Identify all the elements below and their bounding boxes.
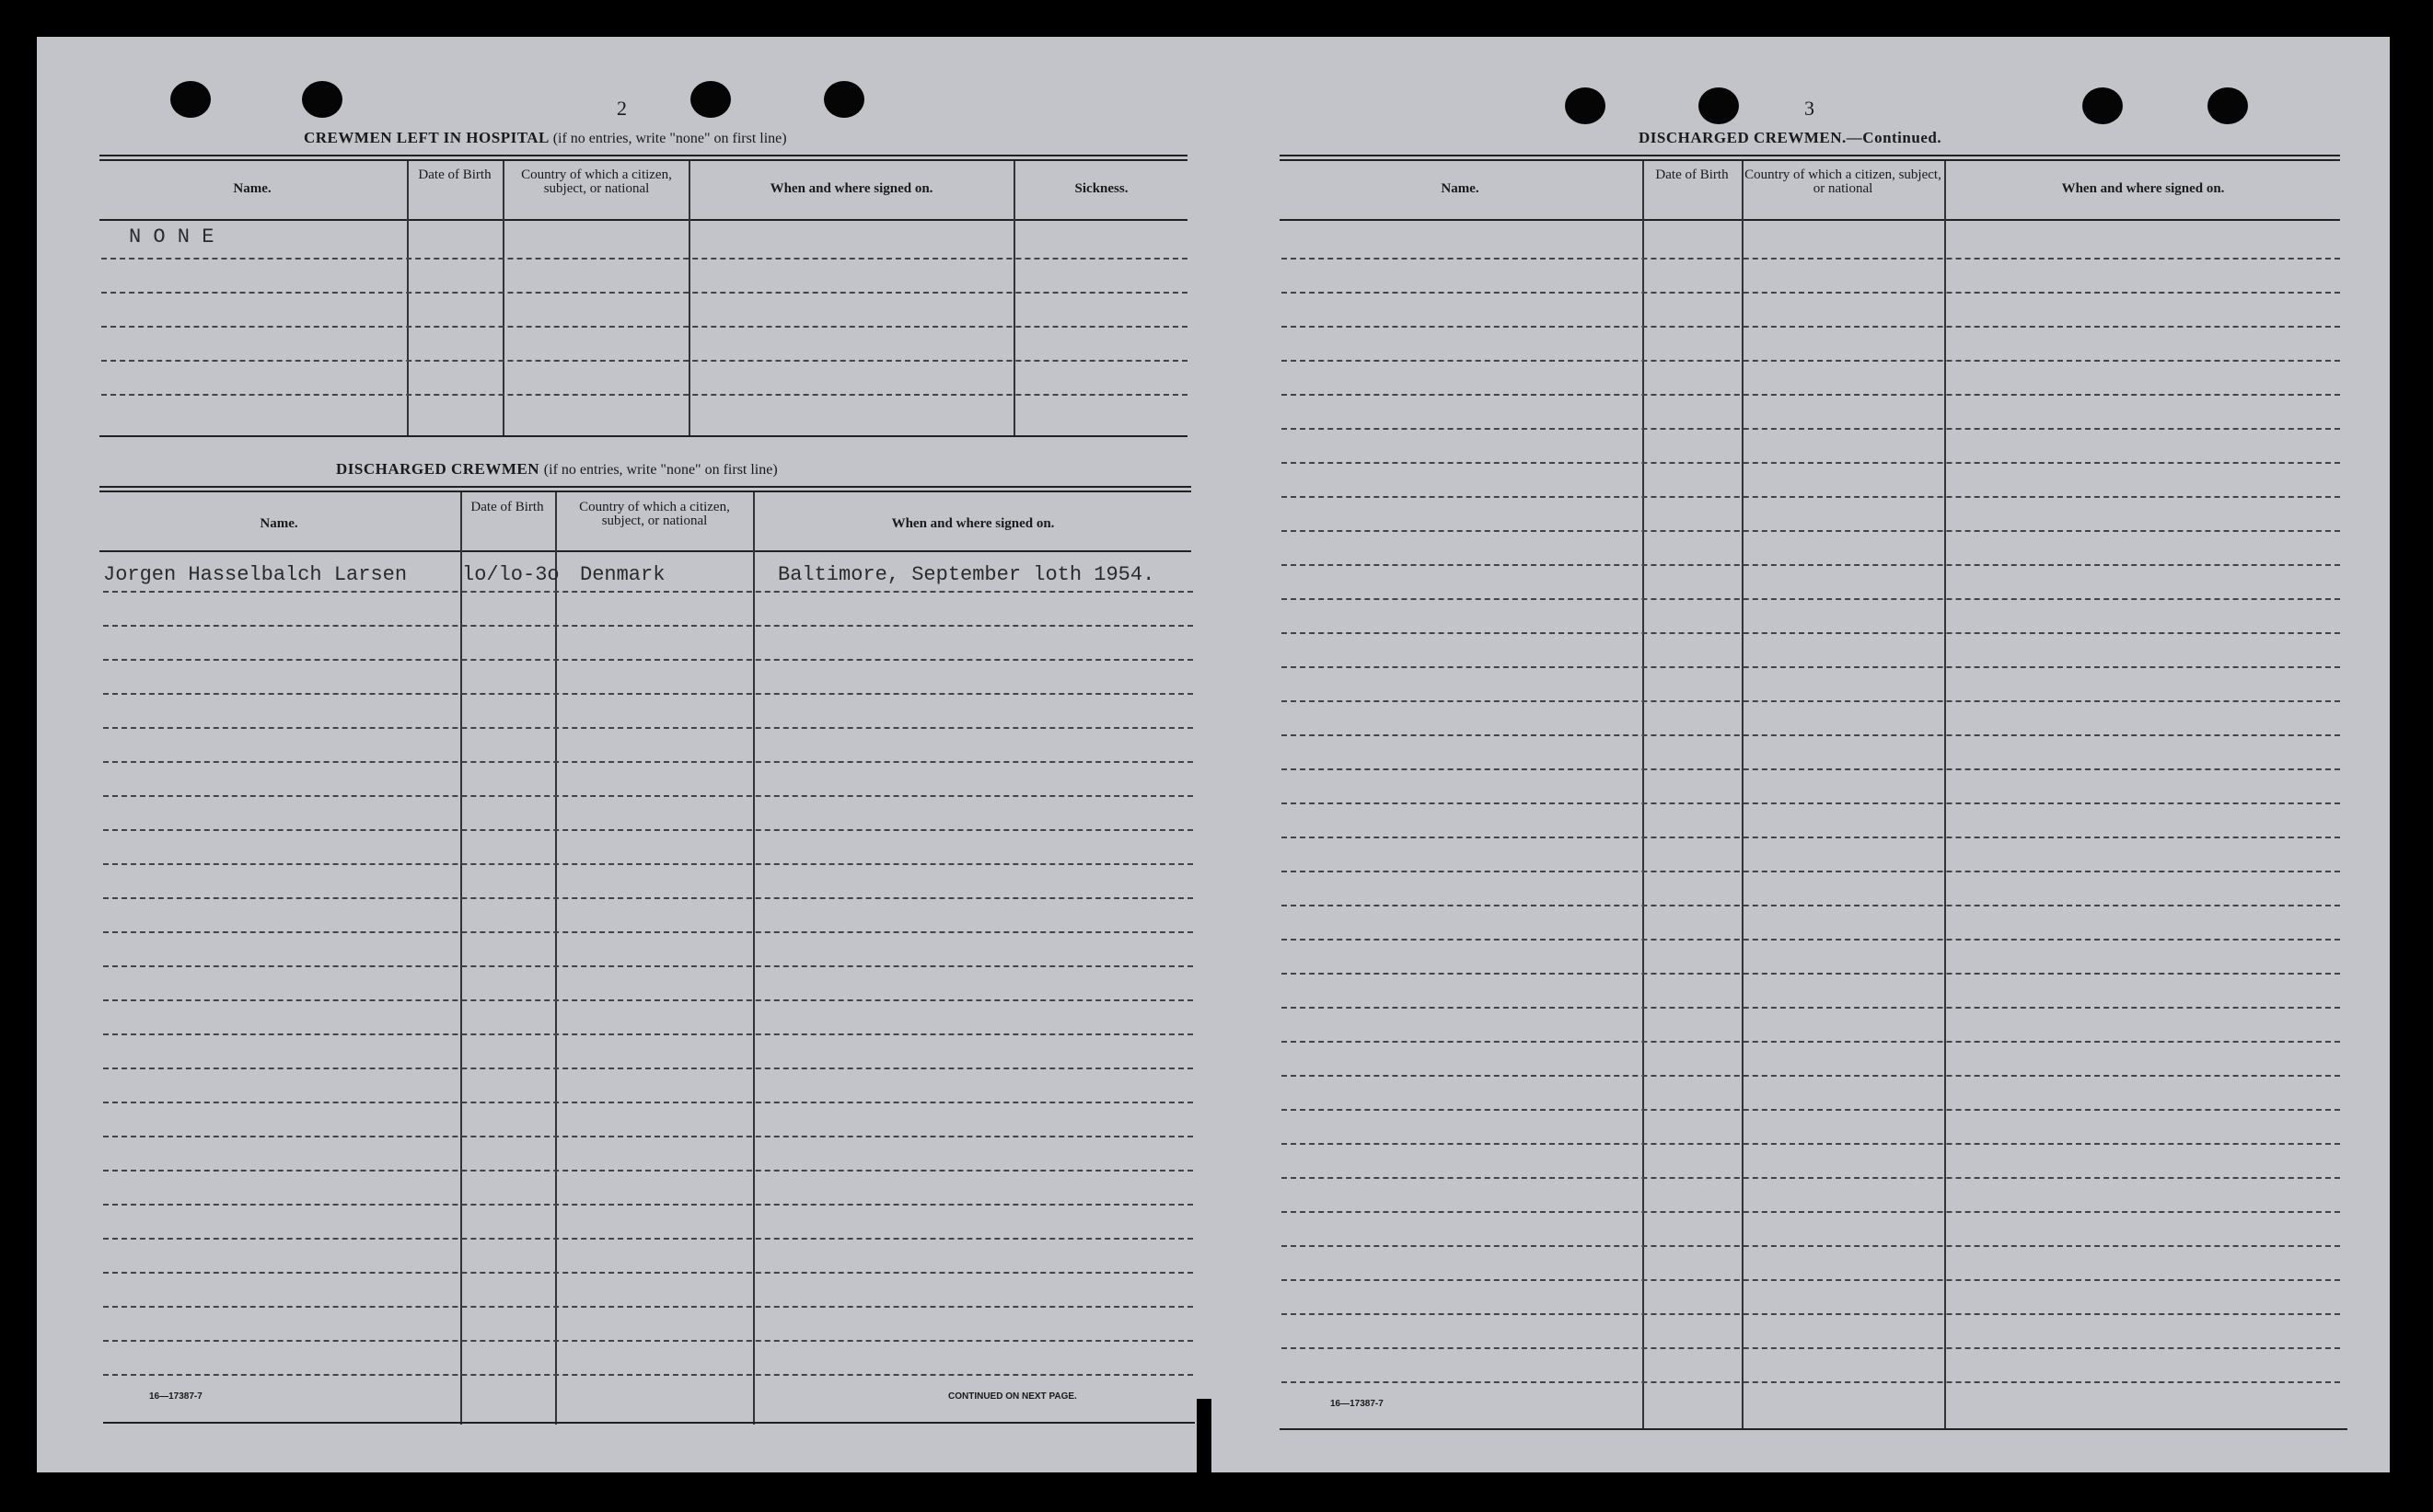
- ruled-line: [101, 258, 1188, 260]
- ruled-line: [1281, 292, 2340, 294]
- ruled-line: [1281, 1143, 2340, 1145]
- ruled-line: [1281, 837, 2340, 838]
- ruled-line: [101, 360, 1188, 362]
- right-header-rule: [1280, 219, 2340, 221]
- hospital-header-rule: [99, 219, 1188, 221]
- discharged-header-rule: [99, 550, 1191, 552]
- ruled-line: [1281, 258, 2340, 260]
- discharged-section-title: [336, 460, 778, 479]
- right-top-rule: [1280, 155, 2340, 156]
- ruled-line: [1281, 360, 2340, 362]
- discharged-row-signed: Baltimore, September loth 1954.: [778, 563, 1155, 586]
- ruled-line: [103, 931, 1193, 933]
- ruled-line: [101, 292, 1188, 294]
- hospital-entry-none: N O N E: [129, 225, 214, 248]
- punch-hole: [2207, 87, 2248, 124]
- ruled-line: [1281, 462, 2340, 464]
- ruled-line: [1281, 1381, 2340, 1383]
- ruled-line: [101, 394, 1188, 396]
- ruled-line: [1281, 394, 2340, 396]
- right-col-name: Name.: [1441, 181, 1479, 196]
- ruled-line: [103, 659, 1193, 661]
- right-col-dob: Date of Birth: [1655, 167, 1729, 182]
- right-bottom-rule: [1280, 1428, 2347, 1430]
- ruled-line: [1281, 1245, 2340, 1247]
- hospital-section-title: [304, 129, 787, 147]
- hospital-col-dob: Date of Birth: [418, 167, 492, 182]
- ruled-line: [1281, 1041, 2340, 1043]
- ruled-line: [1281, 939, 2340, 941]
- ruled-line: [103, 795, 1193, 797]
- discharged-divider: [753, 492, 755, 1425]
- punch-hole: [302, 81, 342, 118]
- punch-hole: [824, 81, 864, 118]
- discharged-subtitle-text: (if no entries, write "none" on first line): [543, 462, 778, 478]
- form-number-right: 16—17387-7: [1330, 1399, 1384, 1409]
- ruled-line: [103, 761, 1193, 763]
- ruled-line: [1281, 632, 2340, 634]
- document-sheet: [37, 37, 2390, 1472]
- ruled-line: [1281, 905, 2340, 906]
- discharged-col-name: Name.: [260, 516, 298, 531]
- hospital-col-country: Country of which a citizen, subject, or national: [521, 167, 672, 196]
- ruled-line: [1281, 973, 2340, 975]
- page-number-left: 2: [617, 97, 627, 120]
- ruled-line: [103, 1033, 1193, 1035]
- right-divider: [1642, 161, 1644, 1429]
- discharged-row-country: Denmark: [580, 563, 666, 586]
- ruled-line: [103, 1306, 1193, 1308]
- right-top-rule: [1280, 159, 2340, 161]
- page-number-right: 3: [1804, 97, 1814, 120]
- hospital-top-rule: [99, 155, 1188, 156]
- discharged-top-rule: [99, 486, 1191, 488]
- hospital-col-sickness: Sickness.: [1074, 181, 1129, 196]
- ruled-line: [103, 1272, 1193, 1274]
- discharged-title-text: DISCHARGED CREWMEN: [336, 460, 540, 478]
- ruled-line: [103, 1374, 1193, 1376]
- discharged-bottom-rule: [103, 1422, 1195, 1424]
- hospital-col-name: Name.: [233, 181, 272, 196]
- ruled-line: [103, 829, 1193, 831]
- ruled-line: [103, 897, 1193, 899]
- ruled-line: [1281, 1177, 2340, 1179]
- ruled-line: [1281, 802, 2340, 804]
- ruled-line: [103, 693, 1193, 695]
- ruled-line: [103, 625, 1193, 627]
- right-divider: [1742, 161, 1744, 1429]
- ruled-line: [103, 591, 1193, 593]
- ruled-line: [1281, 530, 2340, 532]
- discharged-divider: [460, 492, 462, 1425]
- ruled-line: [103, 999, 1193, 1001]
- ruled-line: [1281, 1109, 2340, 1111]
- page-fold: [1197, 1399, 1211, 1472]
- ruled-line: [103, 1340, 1193, 1342]
- form-number-left: 16—17387-7: [149, 1391, 203, 1402]
- ruled-line: [1281, 1313, 2340, 1315]
- ruled-line: [1281, 428, 2340, 430]
- continued-note: CONTINUED ON NEXT PAGE.: [948, 1391, 1077, 1402]
- hospital-bottom-rule: [99, 435, 1188, 437]
- ruled-line: [1281, 871, 2340, 872]
- punch-hole: [2082, 87, 2123, 124]
- ruled-line: [1281, 1279, 2340, 1281]
- hospital-title-text: CREWMEN LEFT IN HOSPITAL: [304, 129, 549, 146]
- ruled-line: [103, 1170, 1193, 1172]
- ruled-line: [1281, 326, 2340, 328]
- ruled-line: [103, 863, 1193, 865]
- discharged-top-rule: [99, 491, 1191, 492]
- ruled-line: [103, 965, 1193, 967]
- ruled-line: [1281, 700, 2340, 702]
- ruled-line: [1281, 734, 2340, 736]
- right-col-country: Country of which a citizen, subject, or national: [1744, 167, 1941, 196]
- punch-hole: [690, 81, 731, 118]
- discharged-col-signed: When and where signed on.: [891, 516, 1055, 531]
- continued-section-title: DISCHARGED CREWMEN.—Continued.: [1639, 129, 1942, 146]
- discharged-col-dob: Date of Birth: [470, 500, 544, 514]
- ruled-line: [1281, 1347, 2340, 1349]
- ruled-line: [1281, 1075, 2340, 1077]
- ruled-line: [103, 1238, 1193, 1240]
- punch-hole: [1698, 87, 1739, 124]
- hospital-subtitle-text: (if no entries, write "none" on first line): [552, 131, 787, 146]
- ruled-line: [103, 727, 1193, 729]
- ruled-line: [1281, 598, 2340, 600]
- ruled-line: [101, 326, 1188, 328]
- hospital-col-signed: When and where signed on.: [770, 181, 933, 196]
- ruled-line: [1281, 768, 2340, 770]
- ruled-line: [1281, 666, 2340, 668]
- ruled-line: [103, 1204, 1193, 1206]
- discharged-col-country: Country of which a citizen, subject, or national: [579, 500, 730, 528]
- ruled-line: [1281, 496, 2340, 498]
- hospital-top-rule: [99, 159, 1188, 161]
- punch-hole: [170, 81, 211, 118]
- right-col-signed: When and where signed on.: [2061, 181, 2225, 196]
- discharged-row-name: Jorgen Hasselbalch Larsen: [103, 563, 408, 586]
- discharged-divider: [555, 492, 557, 1425]
- right-divider: [1944, 161, 1946, 1429]
- ruled-line: [103, 1136, 1193, 1137]
- ruled-line: [103, 1068, 1193, 1069]
- ruled-line: [1281, 1007, 2340, 1009]
- discharged-row-dob: lo/lo-3o: [462, 563, 560, 586]
- ruled-line: [103, 1102, 1193, 1103]
- punch-hole: [1565, 87, 1605, 124]
- ruled-line: [1281, 564, 2340, 566]
- ruled-line: [1281, 1211, 2340, 1213]
